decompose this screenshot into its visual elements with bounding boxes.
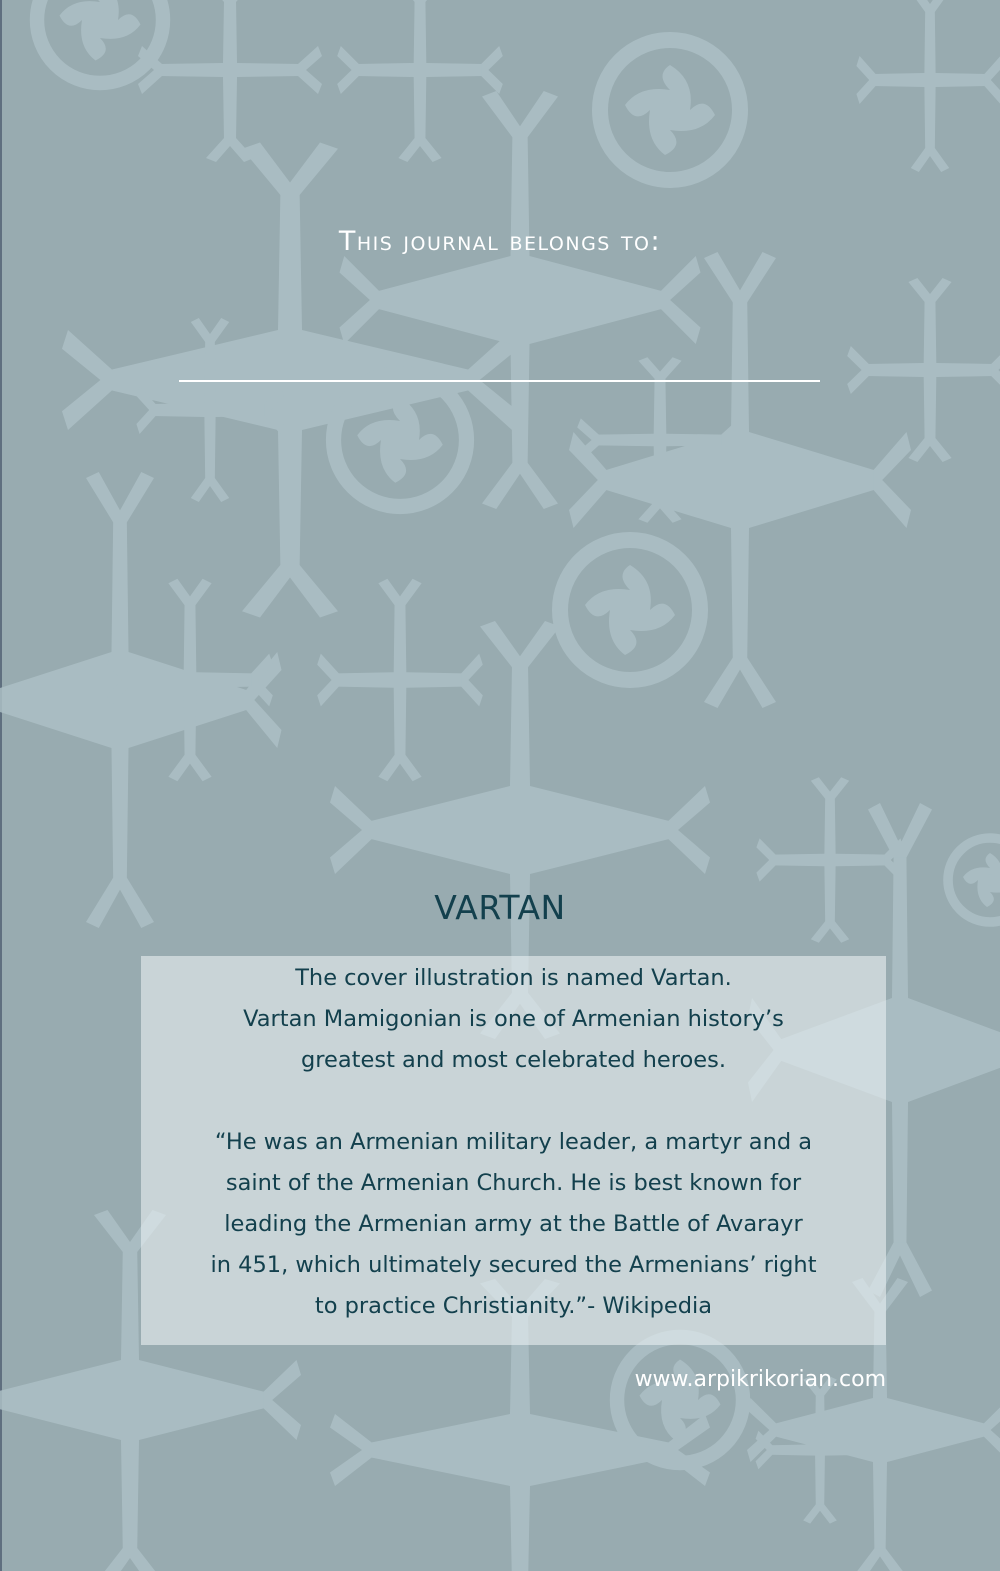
quote-line: in 451, which ultimately secured the Armenians’ right: [210, 1252, 817, 1278]
quote-line: to practice Christianity.”- Wikipedia: [314, 1293, 713, 1319]
description-line: The cover illustration is named Vartan.: [295, 965, 732, 991]
description-line: Vartan Mamigonian is one of Armenian history’s: [243, 1006, 784, 1032]
quote-paragraph: [141, 1122, 886, 1327]
description-box: [141, 956, 886, 1345]
description-paragraph: [141, 958, 886, 1081]
owner-name-line: [179, 380, 820, 382]
journal-owner-label: This journal belongs to:: [338, 226, 662, 257]
description-line: greatest and most celebrated heroes.: [301, 1047, 726, 1073]
page-title: VARTAN: [434, 888, 566, 927]
website-url: www.arpikrikorian.com: [634, 1367, 886, 1392]
quote-line: “He was an Armenian military leader, a martyr and a: [214, 1129, 813, 1155]
quote-line: leading the Armenian army at the Battle of Avarayr: [224, 1211, 803, 1237]
quote-line: saint of the Armenian Church. He is best known for: [225, 1170, 802, 1196]
